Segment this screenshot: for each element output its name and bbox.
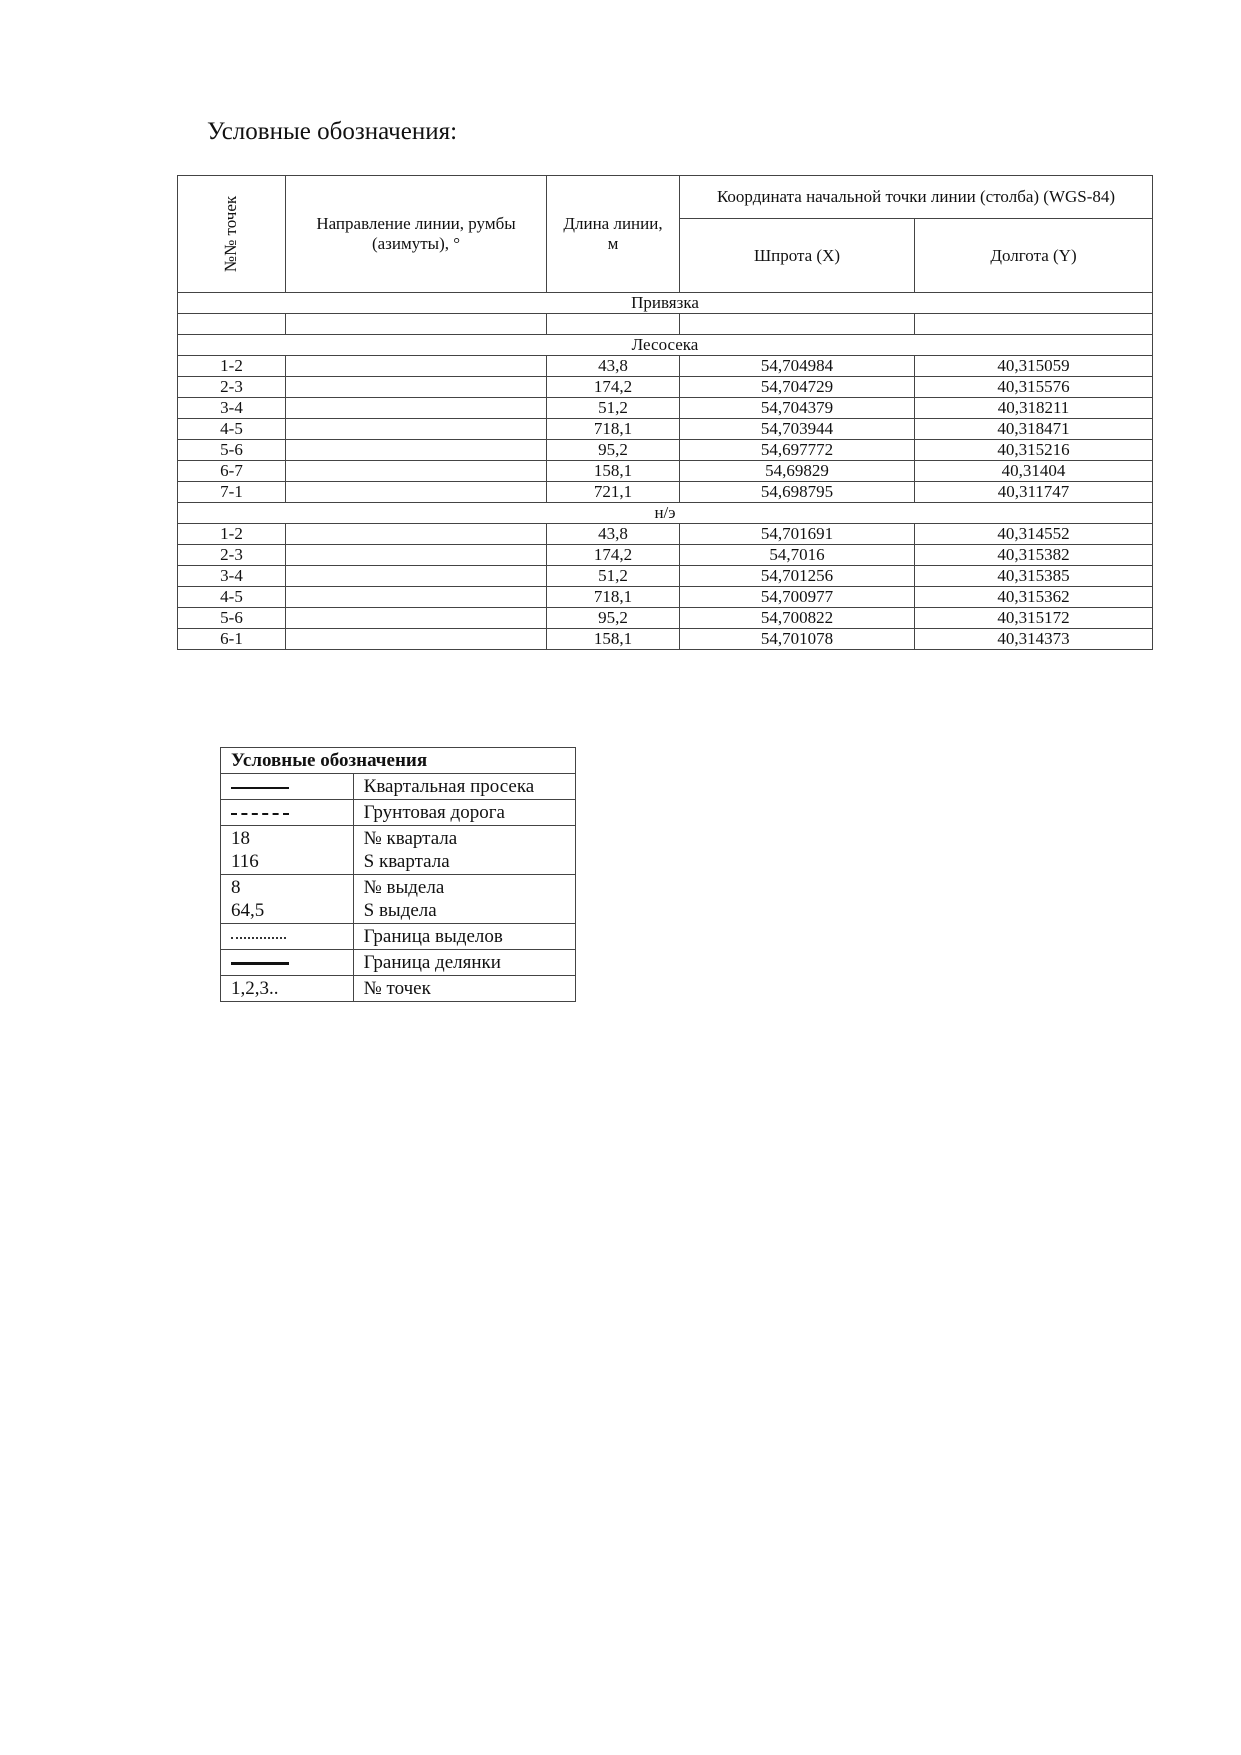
cell-lat: 54,698795 (680, 482, 915, 503)
legend-symbol (221, 826, 354, 875)
cell-lon: 40,314373 (915, 629, 1153, 650)
cell-lon: 40,315362 (915, 587, 1153, 608)
cell-lon: 40,318211 (915, 398, 1153, 419)
legend-symbol (221, 800, 354, 826)
cell-length: 43,8 (547, 524, 680, 545)
table-row (178, 377, 1153, 398)
table-row (178, 461, 1153, 482)
cell-points: 3-4 (178, 566, 286, 587)
coordinates-table (177, 175, 1153, 650)
table-row (178, 524, 1153, 545)
legend-label-text: S квартала (363, 851, 450, 872)
cell-direction (286, 440, 547, 461)
cell-lon: 40,318471 (915, 419, 1153, 440)
cell-points: 1-2 (178, 524, 286, 545)
cell-length: 718,1 (547, 587, 680, 608)
table-row (178, 356, 1153, 377)
cell-lat: 54,704379 (680, 398, 915, 419)
cell-length (547, 314, 680, 335)
cell-lat: 54,704984 (680, 356, 915, 377)
legend-label (353, 950, 575, 976)
cell-direction (286, 377, 547, 398)
legend-symbol-text: 1,2,3.. (231, 978, 279, 999)
quarter-clearing-line-icon (231, 787, 289, 789)
cell-lat: 54,7016 (680, 545, 915, 566)
legend-symbol-text: 8 (231, 877, 241, 898)
cell-length: 158,1 (547, 461, 680, 482)
legend-symbol (221, 774, 354, 800)
cell-points: 6-1 (178, 629, 286, 650)
cell-points: 2-3 (178, 377, 286, 398)
table-row (178, 314, 1153, 335)
section-title: Привязка (178, 293, 1153, 314)
section-title: н/э (178, 503, 1153, 524)
cell-direction (286, 566, 547, 587)
legend-label-text: Грунтовая дорога (363, 802, 505, 823)
coordinates-table-body (178, 293, 1153, 650)
plot-boundary-line-icon (231, 962, 289, 965)
legend-row (221, 800, 576, 826)
header-length: Длина линии, м (547, 176, 680, 293)
coordinates-table-header (178, 176, 1153, 293)
table-row (178, 440, 1153, 461)
cell-points: 7-1 (178, 482, 286, 503)
legend-label-text: S выдела (363, 900, 437, 921)
legend-label-text: № точек (363, 978, 431, 999)
cell-length: 718,1 (547, 419, 680, 440)
cell-points (178, 314, 286, 335)
header-coordinates-group: Координата начальной точки линии (столба) (WGS-84) (680, 176, 1153, 219)
cell-direction (286, 608, 547, 629)
cell-lon: 40,315382 (915, 545, 1153, 566)
legend-symbol-text: 18 (231, 828, 250, 849)
cell-lat: 54,700977 (680, 587, 915, 608)
dirt-road-dashed-line-icon (231, 813, 289, 815)
legend-title: Условные обозначения (221, 748, 576, 774)
cell-lon: 40,315385 (915, 566, 1153, 587)
cell-lon: 40,315216 (915, 440, 1153, 461)
cell-length: 158,1 (547, 629, 680, 650)
legend-row (221, 875, 576, 924)
header-latitude: Шпрота (X) (680, 219, 915, 293)
section-row (178, 503, 1153, 524)
cell-direction (286, 398, 547, 419)
cell-length: 721,1 (547, 482, 680, 503)
header-direction: Направление линии, румбы (азимуты), ° (286, 176, 547, 293)
cell-lon (915, 314, 1153, 335)
cell-points: 1-2 (178, 356, 286, 377)
cell-points: 6-7 (178, 461, 286, 482)
cell-points: 3-4 (178, 398, 286, 419)
cell-lat: 54,69829 (680, 461, 915, 482)
legend-row (221, 774, 576, 800)
legend-title-row (221, 748, 576, 774)
legend-row (221, 826, 576, 875)
legend-label (353, 875, 575, 924)
cell-points: 5-6 (178, 440, 286, 461)
section-row (178, 335, 1153, 356)
cell-points: 5-6 (178, 608, 286, 629)
subcompartment-dotted-line-icon (231, 937, 286, 939)
page-heading: Условные обозначения: (207, 118, 458, 145)
legend-symbol-text: 116 (231, 851, 259, 872)
header-longitude: Долгота (Y) (915, 219, 1153, 293)
legend-row (221, 950, 576, 976)
legend-symbol (221, 875, 354, 924)
cell-direction (286, 314, 547, 335)
cell-length: 51,2 (547, 566, 680, 587)
legend-symbol (221, 950, 354, 976)
legend-symbol (221, 976, 354, 1002)
cell-length: 95,2 (547, 608, 680, 629)
legend-label-text: № выдела (363, 877, 445, 898)
cell-direction (286, 356, 547, 377)
cell-lat: 54,697772 (680, 440, 915, 461)
cell-length: 51,2 (547, 398, 680, 419)
table-row (178, 482, 1153, 503)
legend-label-text: № квартала (363, 828, 458, 849)
cell-length: 95,2 (547, 440, 680, 461)
cell-lon: 40,311747 (915, 482, 1153, 503)
cell-lat: 54,703944 (680, 419, 915, 440)
legend-label (353, 774, 575, 800)
cell-lat: 54,700822 (680, 608, 915, 629)
cell-lat (680, 314, 915, 335)
legend-table (220, 747, 576, 1002)
cell-lat: 54,701691 (680, 524, 915, 545)
table-row (178, 419, 1153, 440)
cell-direction (286, 461, 547, 482)
cell-direction (286, 629, 547, 650)
cell-direction (286, 419, 547, 440)
legend-body (221, 748, 576, 1002)
cell-length: 43,8 (547, 356, 680, 377)
cell-lon: 40,314552 (915, 524, 1153, 545)
header-points: №№ точек (221, 195, 241, 273)
legend-label (353, 976, 575, 1002)
table-row (178, 608, 1153, 629)
legend-label (353, 800, 575, 826)
cell-lon: 40,315576 (915, 377, 1153, 398)
cell-lat: 54,704729 (680, 377, 915, 398)
cell-points: 4-5 (178, 419, 286, 440)
legend-symbol (221, 924, 354, 950)
section-row (178, 293, 1153, 314)
cell-direction (286, 545, 547, 566)
cell-points: 2-3 (178, 545, 286, 566)
legend-label (353, 924, 575, 950)
table-row (178, 398, 1153, 419)
legend-label (353, 826, 575, 875)
cell-length: 174,2 (547, 377, 680, 398)
cell-lat: 54,701256 (680, 566, 915, 587)
cell-lat: 54,701078 (680, 629, 915, 650)
cell-direction (286, 587, 547, 608)
legend-row (221, 924, 576, 950)
table-row (178, 587, 1153, 608)
section-title: Лесосека (178, 335, 1153, 356)
header-points-cell (178, 176, 286, 293)
table-row (178, 545, 1153, 566)
legend-label-text: Квартальная просека (363, 776, 535, 797)
cell-lon: 40,31404 (915, 461, 1153, 482)
cell-direction (286, 482, 547, 503)
cell-direction (286, 524, 547, 545)
legend-symbol-text: 64,5 (231, 900, 265, 921)
cell-length: 174,2 (547, 545, 680, 566)
legend-label-text: Граница выделов (363, 926, 503, 947)
table-row (178, 629, 1153, 650)
legend-row (221, 976, 576, 1002)
legend-label-text: Граница делянки (363, 952, 501, 973)
cell-lon: 40,315059 (915, 356, 1153, 377)
cell-points: 4-5 (178, 587, 286, 608)
cell-lon: 40,315172 (915, 608, 1153, 629)
table-row (178, 566, 1153, 587)
